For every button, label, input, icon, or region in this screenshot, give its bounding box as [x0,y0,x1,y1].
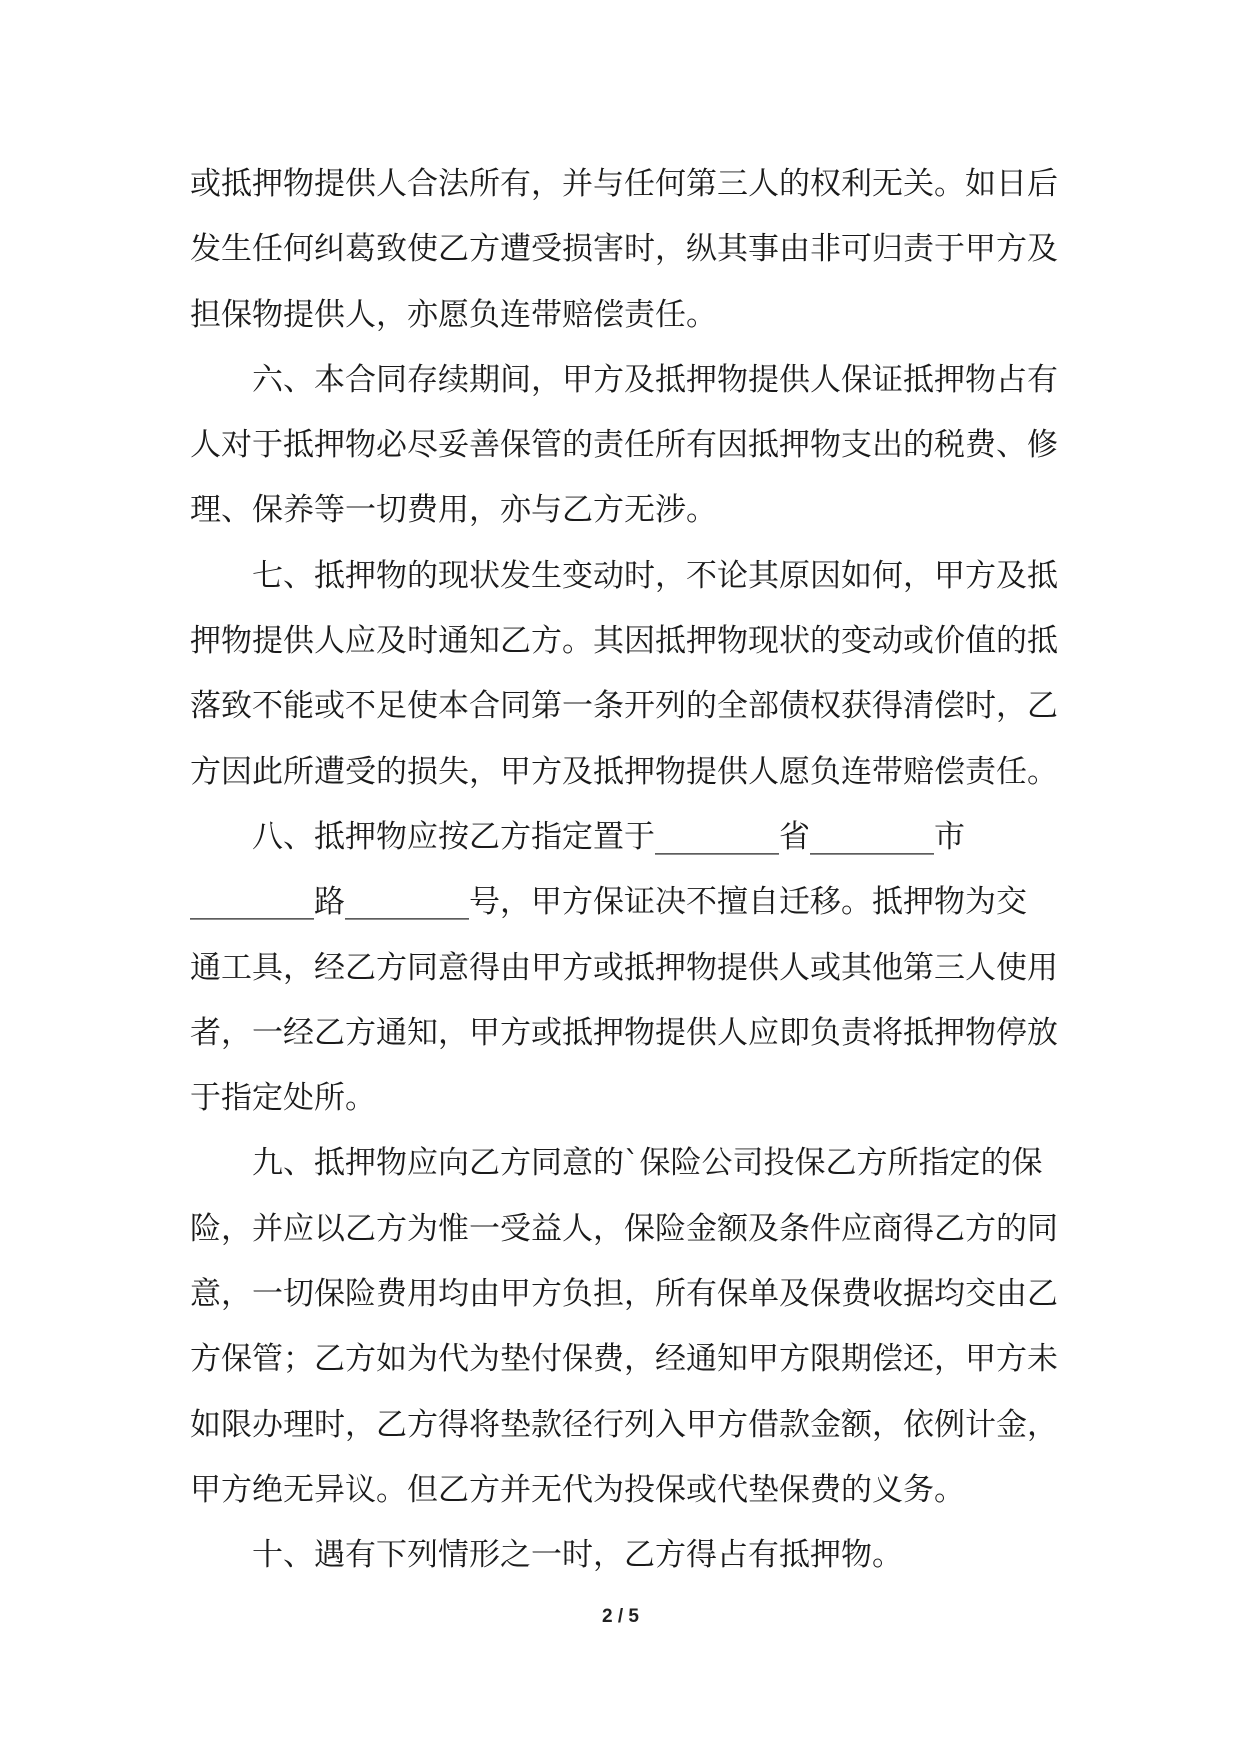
paragraph-clause-10 [190,1523,1060,1588]
text-line: 甲方绝无异议。但乙方并无代为投保或代垫保费的义务。 [190,1471,965,1508]
text-line: 落致不能或不足使本合同第一条开列的全部债权获得清偿时，乙 [190,688,1058,725]
text-line: 六、本合同存续期间，甲方及抵押物提供人保证抵押物占有 [252,361,1058,398]
text-line: 如限办理时，乙方得将垫款径行列入甲方借款金额，依例计金， [190,1406,1058,1443]
text-line: 十、遇有下列情形之一时，乙方得占有抵押物。 [252,1537,903,1574]
paragraph-clause-7 [190,544,1060,805]
text-line: 八、抵押物应按乙方指定置于________省________市 [252,818,965,855]
text-line: 押物提供人应及时通知乙方。其因抵押物现状的变动或价值的抵 [190,623,1058,660]
paragraph-clause-6 [190,348,1060,544]
text-line: 方因此所遭受的损失，甲方及抵押物提供人愿负连带赔偿责任。 [190,753,1058,790]
paragraph-clause-5-continued [190,152,1060,348]
text-line: 险，并应以乙方为惟一受益人，保险金额及条件应商得乙方的同 [190,1210,1058,1247]
text-line: 担保物提供人，亦愿负连带赔偿责任。 [190,296,717,333]
paragraph-clause-8 [190,805,1060,1131]
text-line: 者，一经乙方通知，甲方或抵押物提供人应即负责将抵押物停放 [190,1014,1058,1051]
text-line: 通工具，经乙方同意得由甲方或抵押物提供人或其他第三人使用 [190,949,1058,986]
text-line: 人对于抵押物必尽妥善保管的责任所有因抵押物支出的税费、修 [190,427,1058,464]
text-line: 发生任何纠葛致使乙方遭受损害时，纵其事由非可归责于甲方及 [190,231,1058,268]
text-line: ________路________号，甲方保证决不擅自迁移。抵押物为交 [190,884,1027,921]
text-line: 于指定处所。 [190,1080,376,1117]
text-line: 九、抵押物应向乙方同意的`保险公司投保乙方所指定的保 [252,1145,1043,1182]
text-line: 方保管；乙方如为代为垫付保费，经通知甲方限期偿还，甲方未 [190,1341,1058,1378]
text-line: 或抵押物提供人合法所有，并与任何第三人的权利无关。如日后 [190,166,1058,202]
text-line: 七、抵押物的现状发生变动时，不论其原因如何，甲方及抵 [252,557,1058,594]
document-body [190,152,1060,1589]
page-number: 2 / 5 [602,1606,639,1627]
paragraph-clause-9 [190,1131,1060,1523]
text-line: 理、保养等一切费用，亦与乙方无涉。 [190,492,717,529]
text-line: 意，一切保险费用均由甲方负担，所有保单及保费收据均交由乙 [190,1276,1058,1313]
